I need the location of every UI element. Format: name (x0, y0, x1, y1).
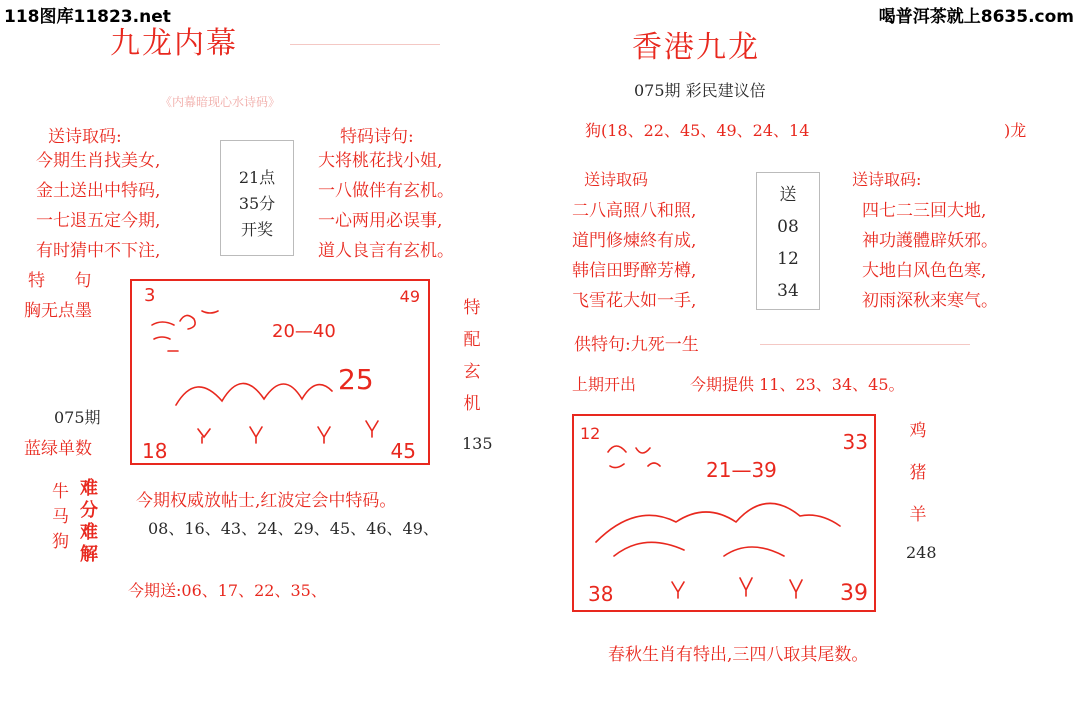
side-zodiac-char: 羊 (909, 505, 927, 525)
send-numbers-box (756, 172, 820, 310)
right-picture-box (572, 414, 876, 612)
watermark-left: 118图库11823.net (4, 7, 171, 27)
right-poem-line: 四七二三回大地, (862, 201, 987, 221)
faint-line (290, 44, 440, 45)
this-issue-line: 今期提供 11、23、34、45。 (690, 375, 905, 394)
right-poem-line: 初雨深秋来寒气。 (862, 291, 998, 311)
right-poem-line: 韩信田野醉芳樽, (572, 261, 697, 281)
pic-num-top-left: 3 (144, 285, 156, 306)
zodiac-char: 狗 (52, 532, 69, 552)
pic-num-bottom-left: 38 (588, 582, 614, 606)
pic-num-bottom-right: 45 (390, 439, 416, 463)
left-subtitle: 《内幕暗现心水诗码》 (160, 95, 281, 109)
right-number: 135 (462, 434, 493, 453)
poem-line: 有时猜中不下注, (36, 241, 161, 261)
right-issue-line: 075期 彩民建议倍 (634, 81, 766, 100)
right-send-label-right: 送诗取码: (852, 170, 922, 189)
right-poem-left (572, 196, 696, 316)
send-box-item: 送 (779, 185, 797, 205)
special-poem-line: 一心两用必误事, (318, 211, 443, 231)
zodiac-right-column (80, 478, 98, 566)
special-poem-line: 道人良言有玄机。 (318, 241, 454, 261)
poem-line: 金土送出中特码, (36, 181, 161, 201)
poem-lines (36, 146, 160, 266)
send-box-item: 12 (777, 249, 799, 269)
special-poem-lines (318, 146, 454, 266)
draw-time-box (220, 140, 294, 256)
left-picture-box (130, 279, 430, 465)
special-poem-line: 大将桃花找小姐, (318, 151, 443, 171)
pic-num-top-right: 49 (399, 287, 420, 306)
pic-range: 21—39 (706, 458, 777, 482)
side-zodiac-char: 鸡 (909, 421, 927, 441)
send-box-item: 08 (777, 217, 799, 237)
pic-range: 20—40 (272, 321, 336, 342)
faint-line (760, 344, 970, 345)
pic-num-bottom-left: 18 (142, 439, 168, 463)
special-phrase: 胸无点墨 (24, 301, 92, 321)
draw-time-minute: 35分 (238, 194, 276, 213)
send-line: 今期送:06、17、22、35、 (128, 581, 327, 600)
poem-line: 一七退五定今期, (36, 211, 161, 231)
numbers-line: 08、16、43、24、29、45、46、49、 (148, 519, 439, 538)
last-issue-label: 上期开出 (572, 375, 637, 394)
right-poem-right (862, 196, 998, 316)
right-poem-line: 神功護體辟妖邪。 (862, 231, 998, 251)
zodiac-char: 难 (80, 478, 98, 499)
dog-line: 狗(18、22、45、49、24、14 (585, 121, 810, 140)
right-poem-line: 飞雪花大如一手, (572, 291, 697, 311)
right-poem-line: 大地白风色色寒, (862, 261, 987, 281)
color-tip: 蓝绿单数 (24, 439, 92, 459)
draw-time-label: 开奖 (240, 220, 273, 239)
pic-num-bottom-right: 39 (840, 581, 868, 606)
sketch-drawing (132, 281, 428, 463)
special-phrase-label: 特 句 (28, 271, 104, 291)
zodiac-char: 马 (52, 507, 69, 527)
right-vertical-text (462, 292, 482, 420)
send-box-item: 34 (777, 281, 799, 301)
poem-line: 今期生肖找美女, (36, 151, 161, 171)
zodiac-char: 解 (80, 544, 98, 565)
sketch-drawing (574, 416, 874, 610)
right-send-label-left: 送诗取码 (584, 170, 649, 189)
pic-num-top-right: 33 (842, 430, 868, 454)
watermark-right: 喝普洱茶就上8635.com (878, 7, 1074, 27)
vertical-char: 配 (463, 330, 481, 350)
right-footer: 春秋生肖有特出,三四八取其尾数。 (608, 645, 869, 665)
left-title: 九龙内幕 (110, 26, 238, 61)
pic-num-top-left: 12 (580, 424, 601, 443)
side-zodiac-column (908, 410, 928, 536)
right-poem-line: 二八高照八和照, (572, 201, 697, 221)
zodiac-left-column (52, 480, 69, 555)
zodiac-char: 牛 (52, 482, 69, 502)
pic-middle: 25 (338, 363, 374, 396)
side-zodiac-char: 猪 (909, 463, 927, 483)
special-poem-line: 一八做伴有玄机。 (318, 181, 454, 201)
draw-time-hour: 21点 (238, 168, 276, 187)
right-special-phrase: 供特句:九死一生 (574, 335, 699, 355)
right-poem-line: 道門修煉終有成, (572, 231, 697, 251)
issue-number: 075期 (54, 408, 101, 427)
tip-line: 今期权威放帖士,红波定会中特码。 (136, 491, 397, 511)
vertical-char: 特 (463, 298, 481, 318)
zodiac-char: 难 (80, 522, 98, 543)
right-title: 香港九龙 (632, 30, 760, 65)
vertical-char: 玄 (463, 362, 481, 382)
special-poem-label: 特码诗句: (340, 127, 414, 147)
vertical-char: 机 (463, 394, 481, 414)
dog-line-end: )龙 (1004, 121, 1027, 140)
send-poem-label: 送诗取码: (48, 127, 122, 147)
side-number: 248 (906, 543, 937, 562)
zodiac-char: 分 (80, 500, 98, 521)
